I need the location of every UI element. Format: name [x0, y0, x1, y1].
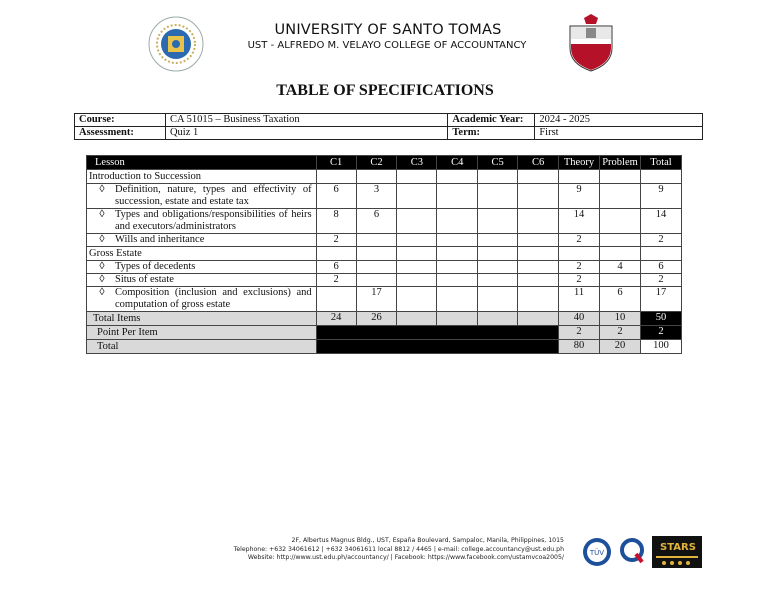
website-line: Website: http://www.ust.edu.ph/accountancy/ | Facebook: https://www.facebook.com/ustamvcoa2005/ — [247, 554, 564, 561]
diamond-bullet-icon: ◊ — [99, 261, 105, 272]
college-crest-logo — [566, 14, 616, 72]
c1-cell: 2 — [316, 274, 356, 287]
total-cell: 2 — [640, 326, 681, 340]
topic-label: Definition, nature, types and effectivity of succession, estate and estate tax — [115, 184, 312, 207]
problem-cell — [600, 184, 641, 209]
theory-cell: 9 — [559, 184, 600, 209]
total-cell: 2 — [640, 274, 681, 287]
tuv-certification-logo — [582, 536, 612, 568]
c1-cell — [316, 287, 356, 312]
specification-table — [86, 155, 682, 354]
assessment-value: Quiz 1 — [165, 127, 447, 140]
topic-label: Wills and inheritance — [115, 234, 205, 245]
problem-cell: 20 — [600, 340, 641, 354]
point-per-item-row — [87, 326, 682, 340]
total-cell: 50 — [640, 312, 681, 326]
table-row — [87, 274, 682, 287]
total-cell: 17 — [640, 287, 681, 312]
assessment-label: Assessment: — [75, 127, 166, 140]
diamond-bullet-icon: ◊ — [99, 209, 105, 220]
table-row — [87, 184, 682, 209]
header-theory: Theory — [559, 156, 600, 170]
course-info-table — [74, 113, 703, 140]
header-lesson: Lesson — [87, 156, 317, 170]
c1-cell: 6 — [316, 261, 356, 274]
theory-cell: 80 — [559, 340, 600, 354]
problem-cell — [600, 234, 641, 247]
problem-cell: 2 — [600, 326, 641, 340]
table-header-row — [87, 156, 682, 170]
footer-address — [190, 537, 564, 563]
topic-label: Situs of estate — [115, 274, 174, 285]
topic-label: Composition (inclusion and exclusions) and computation of gross estate — [115, 287, 312, 310]
total-cell: 6 — [640, 261, 681, 274]
grand-total-row — [87, 340, 682, 354]
diamond-bullet-icon: ◊ — [99, 287, 105, 298]
diamond-bullet-icon: ◊ — [99, 184, 105, 195]
c2-cell — [356, 261, 397, 274]
header-total: Total — [640, 156, 681, 170]
header-c2: C2 — [356, 156, 397, 170]
theory-cell: 2 — [559, 261, 600, 274]
section-row — [87, 170, 682, 184]
c1-cell: 8 — [316, 209, 356, 234]
problem-cell: 10 — [600, 312, 641, 326]
point-per-item-label: Point Per Item — [87, 326, 317, 340]
university-name: UNIVERSITY OF SANTO TOMAS — [274, 22, 502, 38]
table-row — [87, 209, 682, 234]
total-items-row — [87, 312, 682, 326]
header-c1: C1 — [316, 156, 356, 170]
header-problem: Problem — [600, 156, 641, 170]
header-c4: C4 — [437, 156, 478, 170]
theory-cell: 11 — [559, 287, 600, 312]
total-cell: 2 — [640, 234, 681, 247]
diamond-bullet-icon: ◊ — [99, 274, 105, 285]
blacked-out-cells — [316, 340, 558, 354]
table-row — [87, 287, 682, 312]
problem-cell — [600, 209, 641, 234]
total-cell: 14 — [640, 209, 681, 234]
academic-year-label: Academic Year: — [448, 114, 535, 127]
address-line: 2F, Albertus Magnus Bldg., UST, España Boulevard, Sampaloc, Manila, Philippines, 1015 — [291, 537, 564, 544]
contact-line: Telephone: +632 34061612 | +632 34061611 local 8812 / 4465 | e-mail: college.accountancy@ust.edu.ph — [233, 545, 564, 553]
theory-cell: 14 — [559, 209, 600, 234]
problem-cell — [600, 274, 641, 287]
c2-cell — [356, 234, 397, 247]
section-title: Introduction to Succession — [87, 170, 317, 184]
academic-year-value: 2024 - 2025 — [535, 114, 703, 127]
problem-cell: 4 — [600, 261, 641, 274]
ust-seal-logo — [148, 16, 204, 72]
course-value: CA 51015 – Business Taxation — [165, 114, 447, 127]
header-c6: C6 — [518, 156, 559, 170]
c1-cell: 6 — [316, 184, 356, 209]
header-c3: C3 — [397, 156, 437, 170]
grand-total-label: Total — [87, 340, 317, 354]
topic-label: Types and obligations/responsibilities of heirs and executors/administrators — [115, 209, 312, 232]
c2-cell: 17 — [356, 287, 397, 312]
term-label: Term: — [448, 127, 535, 140]
section-row — [87, 247, 682, 261]
quality-mark-logo — [618, 536, 646, 568]
c2-cell: 6 — [356, 209, 397, 234]
c2-cell: 26 — [356, 312, 397, 326]
total-items-label: Total Items — [87, 312, 317, 326]
term-value: First — [535, 127, 703, 140]
header-c5: C5 — [478, 156, 518, 170]
stars-text: STARS — [660, 542, 696, 553]
c1-cell: 2 — [316, 234, 356, 247]
problem-cell: 6 — [600, 287, 641, 312]
theory-cell: 40 — [559, 312, 600, 326]
c2-cell: 3 — [356, 184, 397, 209]
c2-cell — [356, 274, 397, 287]
total-cell: 9 — [640, 184, 681, 209]
course-label: Course: — [75, 114, 166, 127]
topic-label: Types of decedents — [115, 261, 196, 272]
theory-cell: 2 — [559, 234, 600, 247]
diamond-bullet-icon: ◊ — [99, 234, 105, 245]
c1-cell: 24 — [316, 312, 356, 326]
document-title: TABLE OF SPECIFICATIONS — [276, 82, 494, 99]
theory-cell: 2 — [559, 326, 600, 340]
section-title: Gross Estate — [87, 247, 317, 261]
total-cell: 100 — [640, 340, 681, 354]
table-row — [87, 234, 682, 247]
theory-cell: 2 — [559, 274, 600, 287]
table-row — [87, 261, 682, 274]
blacked-out-cells — [316, 326, 558, 340]
college-name: UST - ALFREDO M. VELAYO COLLEGE OF ACCOUNTANCY — [247, 40, 527, 51]
tuv-text: TÜV — [589, 549, 605, 557]
stars-rating-logo — [652, 536, 702, 568]
